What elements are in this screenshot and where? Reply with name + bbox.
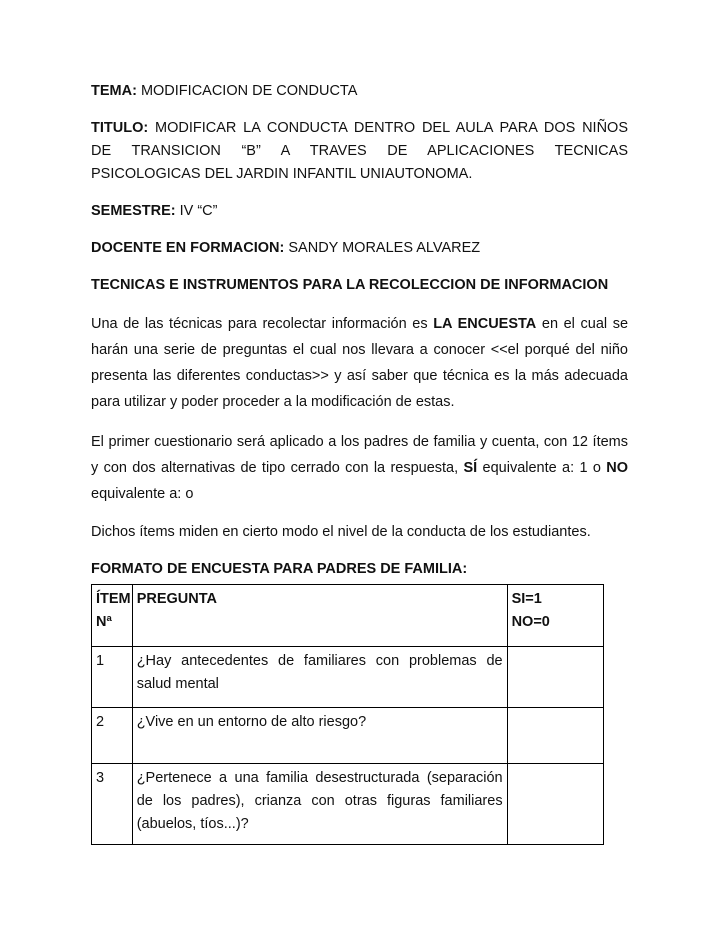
row-number: 1 [92,647,133,708]
titulo-block [91,117,628,186]
paragraph-cuestionario [91,429,628,507]
titulo-text-1: MODIFICAR LA CONDUCTA DENTRO DEL AULA PARA DOS NIÑOS [154,120,628,136]
header-answer-line2: NO=0 [511,614,550,630]
tema-value: MODIFICACION DE CONDUCTA [140,83,358,99]
row-question: ¿Pertenece a una familia desestructurada (separación de los padres), crianza con otras figuras familiares (abuelos, tíos...)? [132,764,507,845]
para1-bold: LA ENCUESTA [433,316,537,332]
tema-line [91,80,628,103]
row-answer-cell[interactable] [507,708,603,764]
para3-text: Dichos ítems miden en cierto modo el nivel de la conducta de los estudiantes. [91,524,591,540]
para2-bold-no: NO [606,460,629,476]
para1-after: en el cual se harán una serie de preguntas el cual nos llevara a conocer <<el porqué del niño presenta las diferentes conductas>> y así saber que técnica es la más adecuada para utilizar y poder proceder a la modificación de estas. [91,316,629,410]
para2-middle: equivalente a: 1 o [482,460,601,476]
header-question-cell [132,585,507,647]
para1-before: Una de las técnicas para recolectar información es [91,316,428,332]
para2-after: equivalente a: o [91,486,194,502]
header-item-cell [92,585,133,647]
row-question: ¿Vive en un entorno de alto riesgo? [132,708,507,764]
tema-label: TEMA: [91,83,137,99]
section-heading [91,274,628,297]
docente-label: DOCENTE EN FORMACION: [91,240,285,256]
semestre-line [91,200,628,223]
table-row [92,647,604,708]
header-answer-line1: SI=1 [511,591,542,607]
row-question: ¿Hay antecedentes de familiares con problemas de salud mental [132,647,507,708]
docente-value: SANDY MORALES ALVAREZ [288,240,481,256]
document-body [91,80,628,581]
titulo-text-3: PSICOLOGICAS DEL JARDIN INFANTIL UNIAUTONOMA. [91,166,473,182]
header-item-line2: Nª [96,614,112,630]
paragraph-items [91,521,628,544]
table-row [92,708,604,764]
table-row [92,764,604,845]
row-answer-cell[interactable] [507,647,603,708]
format-heading-text: FORMATO DE ENCUESTA PARA PADRES DE FAMILIA: [91,561,468,577]
titulo-label: TITULO: [91,120,149,136]
para2-bold-si: SÍ [463,460,478,476]
section-heading-text: TECNICAS E INSTRUMENTOS PARA LA RECOLECCION DE INFORMACION [91,277,609,293]
header-item-line1: ÍTEM [96,591,131,607]
survey-table [91,584,604,845]
docente-line [91,237,628,260]
row-number: 2 [92,708,133,764]
table-header-row [92,585,604,647]
titulo-line-1 [91,117,628,140]
titulo-text-2: DE TRANSICION “B” A TRAVES DE APLICACIONES TECNICAS [91,143,628,159]
para2-before: El primer cuestionario será aplicado a los padres de familia y cuenta, con 12 ítems y con dos alternativas de tipo cerrado con la respuesta, [91,434,628,476]
titulo-line-3 [91,163,628,186]
row-answer-cell[interactable] [507,764,603,845]
paragraph-encuesta [91,311,628,415]
semestre-label: SEMESTRE: [91,203,176,219]
header-question: PREGUNTA [136,591,217,607]
format-heading [91,558,628,581]
semestre-value: IV “C” [179,203,218,219]
titulo-line-2 [91,140,628,163]
header-answer-cell [507,585,603,647]
row-number: 3 [92,764,133,845]
